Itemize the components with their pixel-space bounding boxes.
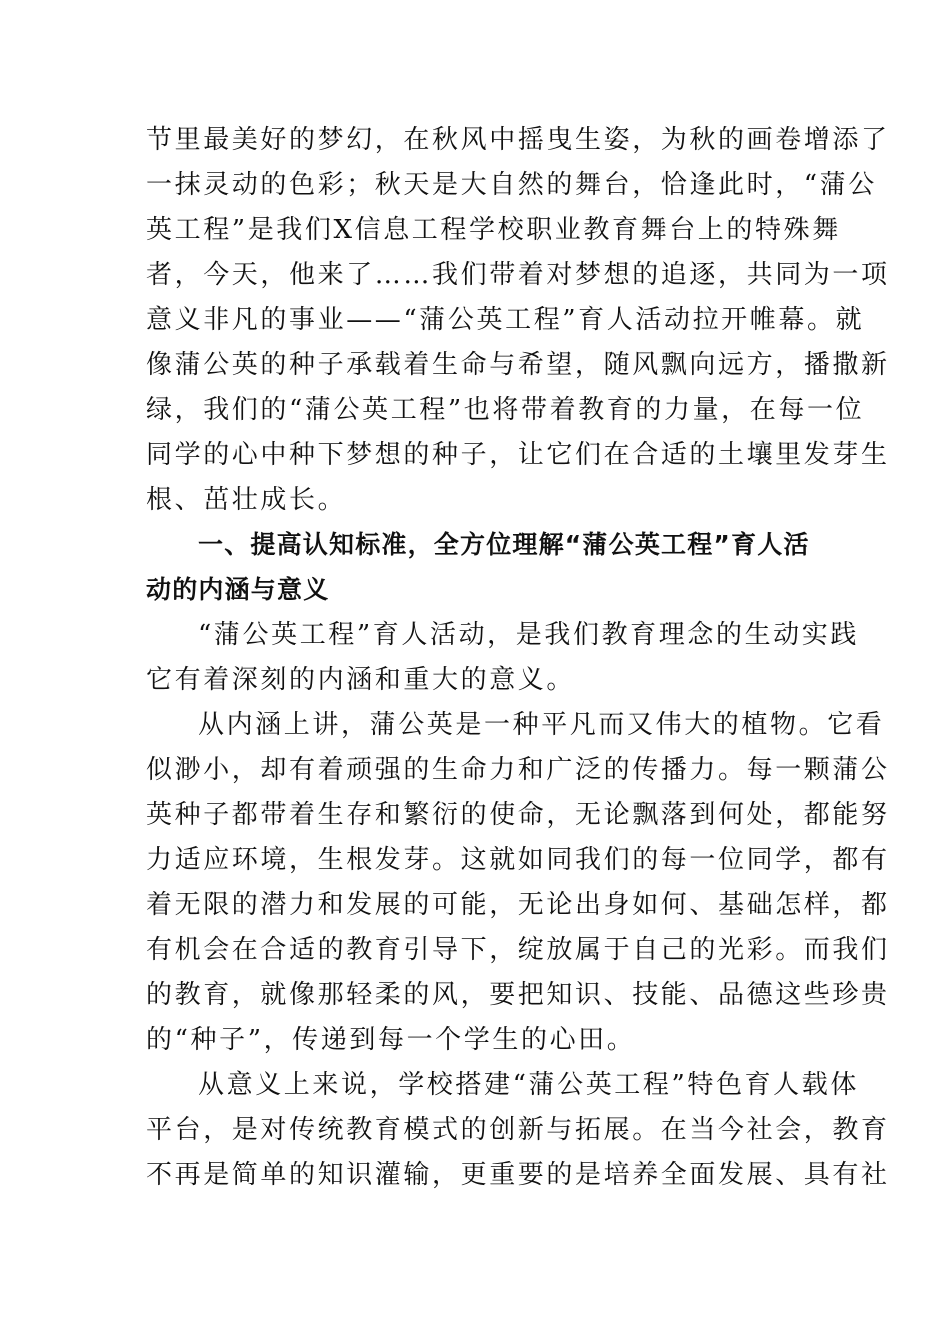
text-line: 从意义上来说，学校搭建“蒲公英工程”特色育人载体: [198, 1070, 859, 1100]
text-line: 它有着深刻的内涵和重大的意义。: [146, 665, 576, 695]
text-line: 者，今天，他来了……我们带着对梦想的追逐，共同为一项: [146, 260, 890, 290]
text-line: 似渺小，却有着顽强的生命力和广泛的传播力。每一颗蒲公: [146, 755, 890, 785]
section-heading: 一、提高认知标准，全方位理解“蒲公英工程”育人活: [198, 530, 810, 559]
text-line: 从内涵上讲，蒲公英是一种平凡而又伟大的植物。它看: [198, 710, 885, 740]
text-line: 力适应环境，生根发芽。这就如同我们的每一位同学，都有: [146, 845, 890, 875]
text-line: 的教育，就像那轻柔的风，要把知识、技能、品德这些珍贵: [146, 980, 890, 1010]
text-line: 的“种子”，传递到每一个学生的心田。: [146, 1025, 636, 1055]
text-line: 英工程”是我们X信息工程学校职业教育舞台上的特殊舞: [146, 215, 841, 245]
section-heading: 动的内涵与意义: [146, 575, 330, 604]
text-line: “蒲公英工程”育人活动，是我们教育理念的生动实践: [198, 620, 859, 650]
text-line: 同学的心中种下梦想的种子，让它们在合适的土壤里发芽生: [146, 440, 890, 470]
text-line: 有机会在合适的教育引导下，绽放属于自己的光彩。而我们: [146, 935, 890, 965]
text-line: 像蒲公英的种子承载着生命与希望，随风飘向远方，播撒新: [146, 350, 890, 380]
text-line: 意义非凡的事业——“蒲公英工程”育人活动拉开帷幕。就: [146, 305, 865, 335]
text-line: 根、茁壮成长。: [146, 485, 347, 515]
text-line: 不再是简单的知识灌输，更重要的是培养全面发展、具有社: [146, 1160, 890, 1190]
text-line: 英种子都带着生存和繁衍的使命，无论飘落到何处，都能努: [146, 800, 890, 830]
text-line: 绿，我们的“蒲公英工程”也将带着教育的力量，在每一位: [146, 395, 865, 425]
text-line: 一抹灵动的色彩；秋天是大自然的舞台，恰逢此时，“蒲公: [146, 170, 877, 200]
text-line: 平台，是对传统教育模式的创新与拓展。在当今社会，教育: [146, 1115, 890, 1145]
text-line: 着无限的潜力和发展的可能，无论出身如何、基础怎样，都: [146, 890, 890, 920]
text-line: 节里最美好的梦幻，在秋风中摇曳生姿，为秋的画卷增添了: [146, 125, 890, 155]
